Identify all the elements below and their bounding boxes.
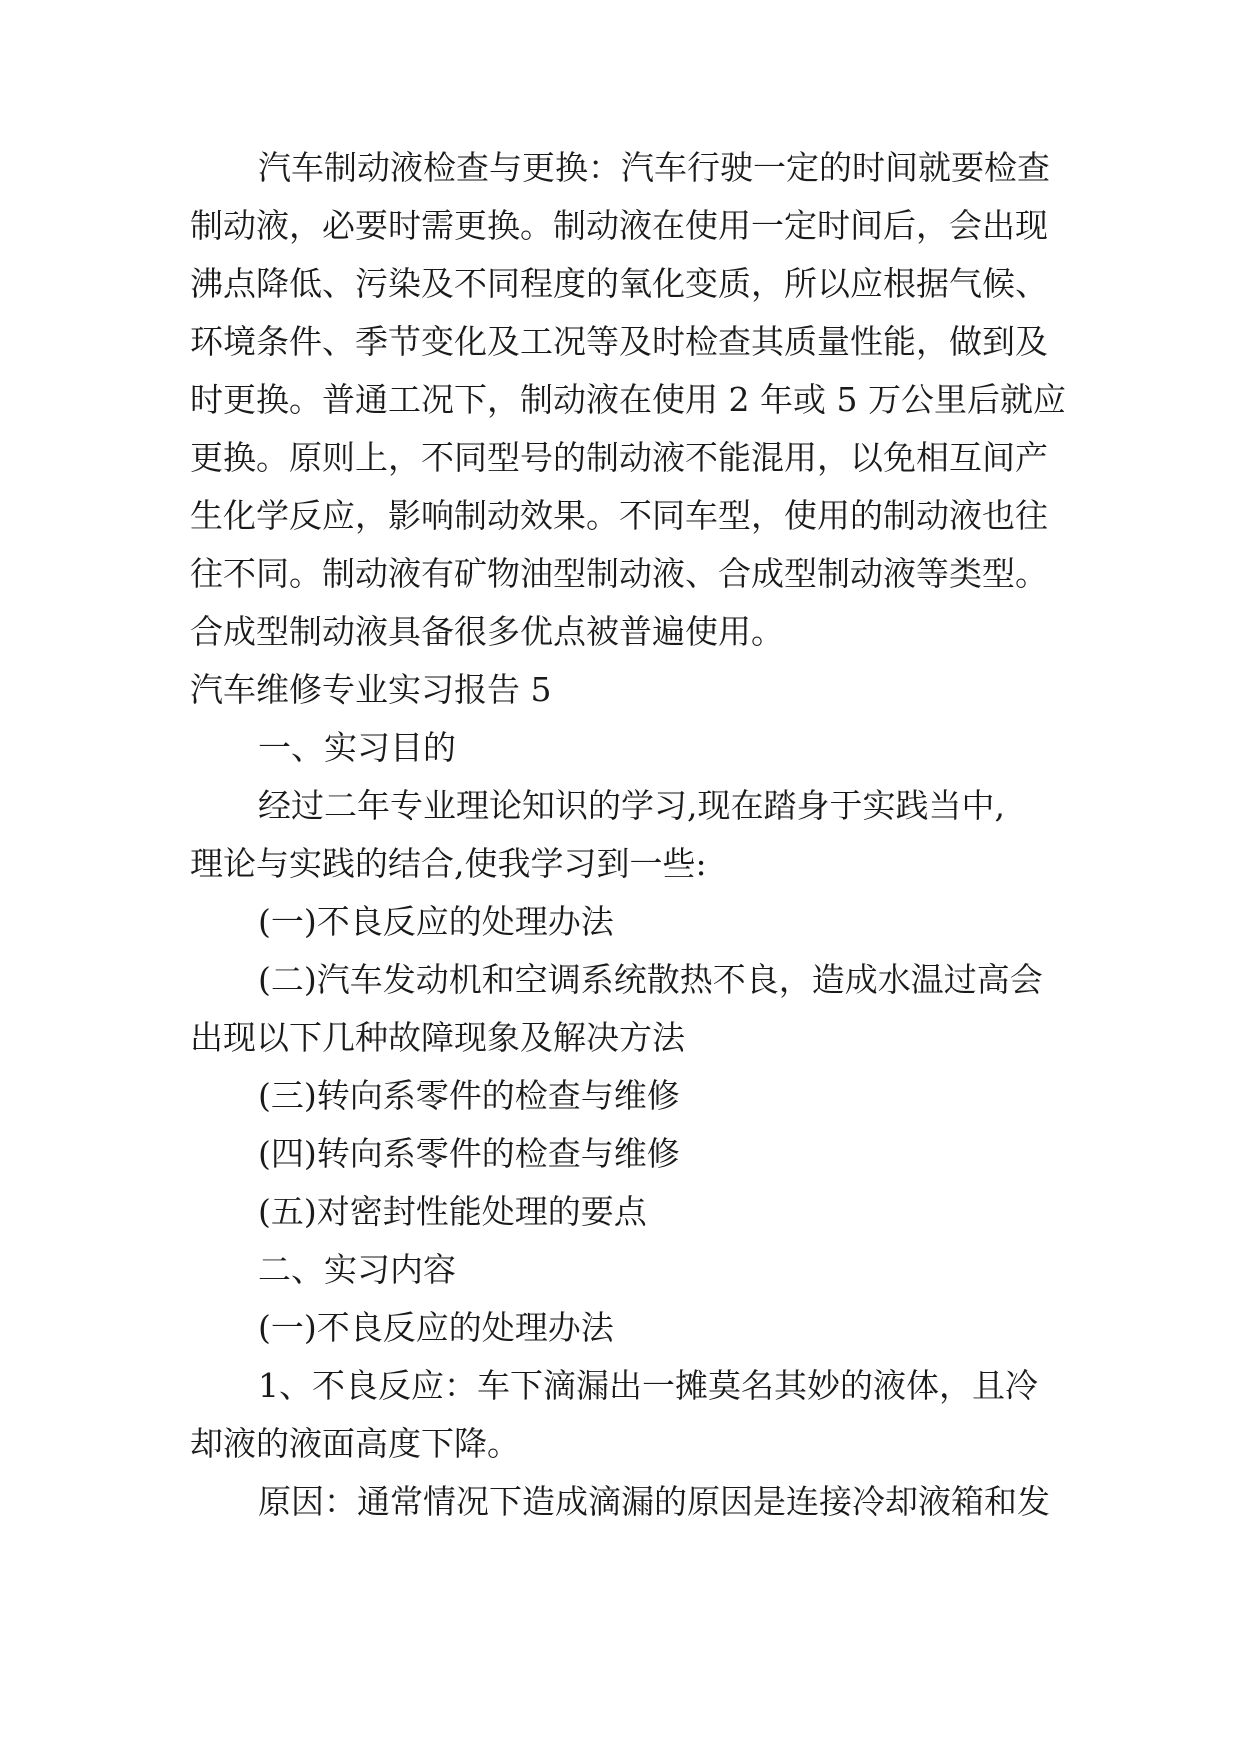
list-item: (三)转向系零件的检查与维修 xyxy=(258,1076,680,1115)
list-item: (五)对密封性能处理的要点 xyxy=(258,1192,647,1231)
paragraph-line: 合成型制动液具备很多优点被普遍使用。 xyxy=(190,612,784,651)
paragraph-line: 却液的液面高度下降。 xyxy=(190,1424,520,1463)
paragraph-line: 理论与实践的结合,使我学习到一些: xyxy=(190,844,707,883)
list-item-continuation: 出现以下几种故障现象及解决方法 xyxy=(190,1018,685,1057)
paragraph-line: 1、不良反应：车下滴漏出一摊莫名其妙的液体，且冷 xyxy=(258,1366,1038,1405)
paragraph-line: 生化学反应，影响制动效果。不同车型，使用的制动液也往 xyxy=(190,496,1048,535)
paragraph-line: 沸点降低、污染及不同程度的氧化变质，所以应根据气候、 xyxy=(190,264,1048,303)
paragraph-line: 汽车制动液检查与更换：汽车行驶一定的时间就要检查 xyxy=(258,148,1050,187)
paragraph-line: 更换。原则上，不同型号的制动液不能混用，以免相互间产 xyxy=(190,438,1048,477)
paragraph-line: 原因：通常情况下造成滴漏的原因是连接冷却液箱和发 xyxy=(258,1482,1050,1521)
section-title: 汽车维修专业实习报告 5 xyxy=(190,670,552,709)
paragraph-line: 环境条件、季节变化及工况等及时检查其质量性能，做到及 xyxy=(190,322,1048,361)
list-item: (四)转向系零件的检查与维修 xyxy=(258,1134,680,1173)
paragraph-line: 时更换。普通工况下，制动液在使用 2 年或 5 万公里后就应 xyxy=(190,380,1066,419)
section-heading: 二、实习内容 xyxy=(258,1250,456,1289)
paragraph-line: 经过二年专业理论知识的学习,现在踏身于实践当中, xyxy=(258,786,1005,825)
paragraph-line: 往不同。制动液有矿物油型制动液、合成型制动液等类型。 xyxy=(190,554,1048,593)
paragraph-line: 制动液，必要时需更换。制动液在使用一定时间后，会出现 xyxy=(190,206,1048,245)
list-item: (一)不良反应的处理办法 xyxy=(258,902,614,941)
list-item: (二)汽车发动机和空调系统散热不良，造成水温过高会 xyxy=(258,960,1043,999)
section-heading: 一、实习目的 xyxy=(258,728,456,767)
subsection-heading: (一)不良反应的处理办法 xyxy=(258,1308,614,1347)
